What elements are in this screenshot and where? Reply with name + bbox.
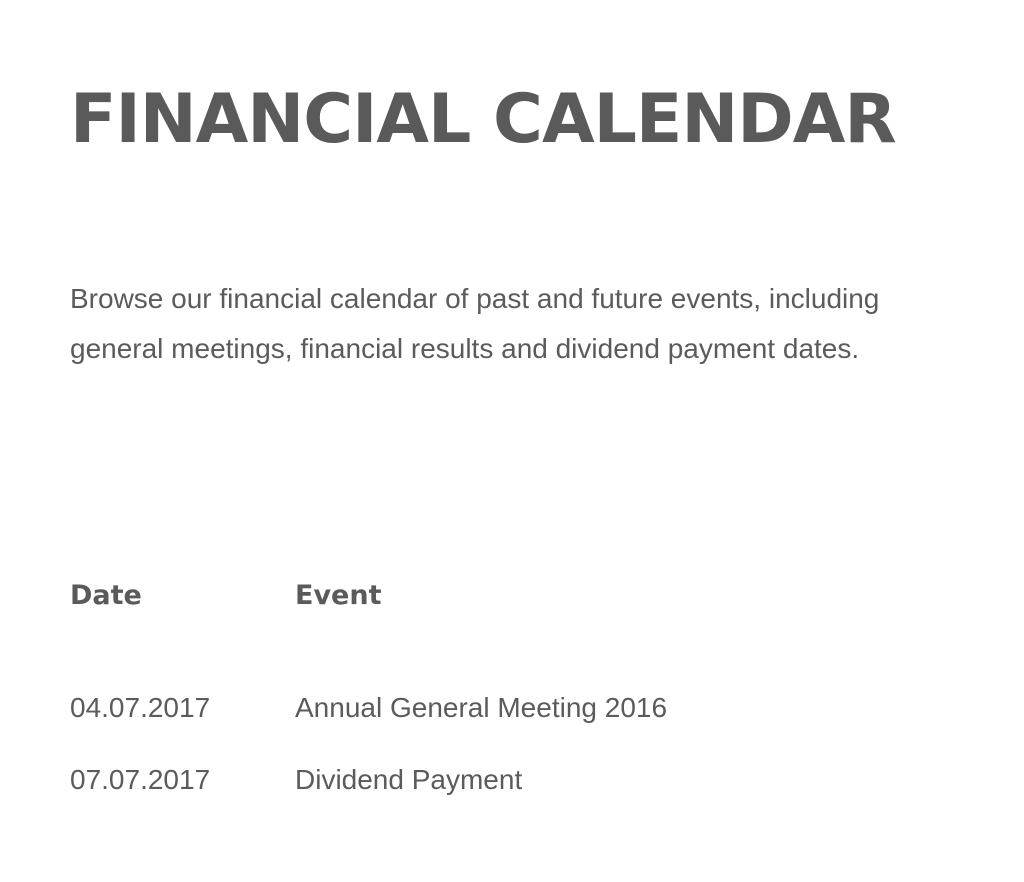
table-header-row xyxy=(70,574,895,664)
table-row xyxy=(70,758,895,830)
event-date: 04.07.2017 xyxy=(70,692,211,723)
table-row xyxy=(70,686,895,758)
column-header-event: Event xyxy=(295,580,382,611)
calendar-table xyxy=(70,574,895,830)
intro-paragraph: Browse our financial calendar of past and future events, including general meetings, financial results and dividend payment dates. xyxy=(70,283,880,364)
page-title: FINANCIAL CALENDAR xyxy=(70,80,896,159)
event-date: 07.07.2017 xyxy=(70,764,211,795)
event-name: Annual General Meeting 2016 xyxy=(295,692,668,723)
event-name: Dividend Payment xyxy=(295,764,523,795)
column-header-date: Date xyxy=(70,580,142,611)
table-spacer xyxy=(70,664,895,686)
